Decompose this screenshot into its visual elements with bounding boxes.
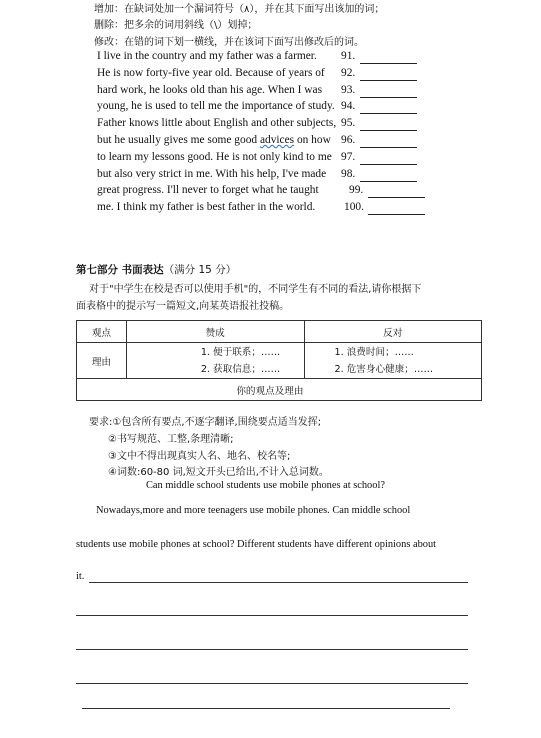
answer-blank[interactable] <box>368 203 425 215</box>
answer-blank[interactable] <box>368 186 425 198</box>
section7-intro-line1: 对于"中学生在校是否可以使用手机"的，不同学生有不同的看法,请你根据下 <box>89 284 422 295</box>
instruction-modify: 修改：在错的词下划一横线，并在该词下面写出修改后的词。 <box>94 37 364 48</box>
writing-line[interactable] <box>89 582 468 583</box>
passage-line: to learn my lessons good. He is not only kind to me <box>97 150 332 163</box>
passage-line: me. I think my father is best father in the world. <box>97 201 316 214</box>
answer-number: 91. <box>341 50 356 62</box>
passage-line: but also very strict in me. With his help, I've made <box>97 167 327 180</box>
table-con-reasons <box>304 343 482 379</box>
requirement-4: ④词数:60-80 词,短文开头已给出,不计入总词数。 <box>108 467 329 478</box>
answer-blank[interactable] <box>360 136 417 148</box>
writing-line[interactable] <box>82 708 450 709</box>
table-pro-reasons <box>126 343 304 379</box>
table-row-label-reason: 理由 <box>77 343 127 379</box>
section7-intro-line2: 面表格中的提示写一篇短文,向某英语报社投稿。 <box>76 301 290 312</box>
essay-title: Can middle school students use mobile phones at school? <box>146 480 385 491</box>
opinion-table <box>76 320 482 401</box>
table-header-viewpoint: 观点 <box>77 321 127 343</box>
section7-title: 第七部分 书面表达 <box>76 264 164 276</box>
requirement-1: 要求:①包含所有要点,不逐字翻译,围绕要点适当发挥; <box>89 417 322 428</box>
passage-line: hard work, he looks old than his age. When I was <box>97 83 323 96</box>
table-footer-your-opinion: 你的观点及理由 <box>126 379 481 401</box>
answer-number: 95. <box>341 117 356 130</box>
writing-line[interactable] <box>76 683 468 684</box>
answer-blank[interactable] <box>360 86 417 98</box>
answer-number: 100. <box>344 201 364 214</box>
answer-blank[interactable] <box>360 52 417 64</box>
instruction-delete: 删除：把多余的词用斜线（\）划掉； <box>94 20 258 31</box>
requirement-3: ③文中不得出现真实人名、地名、校名等; <box>108 451 291 462</box>
section7-score: （满分 15 分） <box>163 264 237 276</box>
answer-blank[interactable] <box>360 170 417 182</box>
pro-reason-2: 2. 获取信息；…… <box>200 363 281 375</box>
requirement-2: ②书写规范、工整,条理清晰; <box>108 434 234 445</box>
answer-blank[interactable] <box>360 119 417 131</box>
essay-opening-line3: it. <box>76 571 85 582</box>
answer-number: 97. <box>341 150 356 163</box>
answer-blank[interactable] <box>360 102 417 114</box>
writing-line[interactable] <box>76 649 468 650</box>
instruction-add: 增加：在缺词处加一个漏词符号（٨），并在其下面写出该加的词； <box>94 4 385 15</box>
essay-opening-line2: students use mobile phones at school? Different students have different opinions about <box>76 539 437 550</box>
essay-opening-line1: Nowadays,more and more teenagers use mobile phones. Can middle school <box>96 505 411 516</box>
table-header-pro: 赞成 <box>126 321 304 343</box>
answer-number: 96. <box>341 134 356 146</box>
answer-number: 93. <box>341 83 356 96</box>
answer-number: 98. <box>341 167 356 180</box>
passage-line: great progress. I'll never to forget what he taught <box>97 184 319 197</box>
wavy-underlined-word: advices <box>259 134 295 146</box>
con-reason-1: 1. 浪费时间；…… <box>334 346 414 358</box>
passage-line: Father knows little about English and other subjects, <box>97 117 337 130</box>
writing-line[interactable] <box>76 615 468 616</box>
answer-number: 92. <box>341 66 356 79</box>
section7-heading <box>76 262 236 277</box>
answer-blank[interactable] <box>360 153 417 165</box>
pro-reason-1: 1. 便于联系；…… <box>200 346 281 358</box>
passage-line: young, he is used to tell me the importance of study. <box>97 100 335 113</box>
passage-line: I live in the country and my father was a farmer. <box>97 50 317 62</box>
passage-line: He is now forty-five year old. Because of years of <box>97 66 325 79</box>
answer-number: 99. <box>349 184 364 197</box>
answer-blank[interactable] <box>360 69 417 81</box>
passage-line: but he usually gives me some good advices on how <box>97 134 331 146</box>
table-header-con: 反对 <box>304 321 482 343</box>
answer-number: 94. <box>341 100 356 113</box>
con-reason-2: 2. 危害身心健康；…… <box>334 363 434 375</box>
